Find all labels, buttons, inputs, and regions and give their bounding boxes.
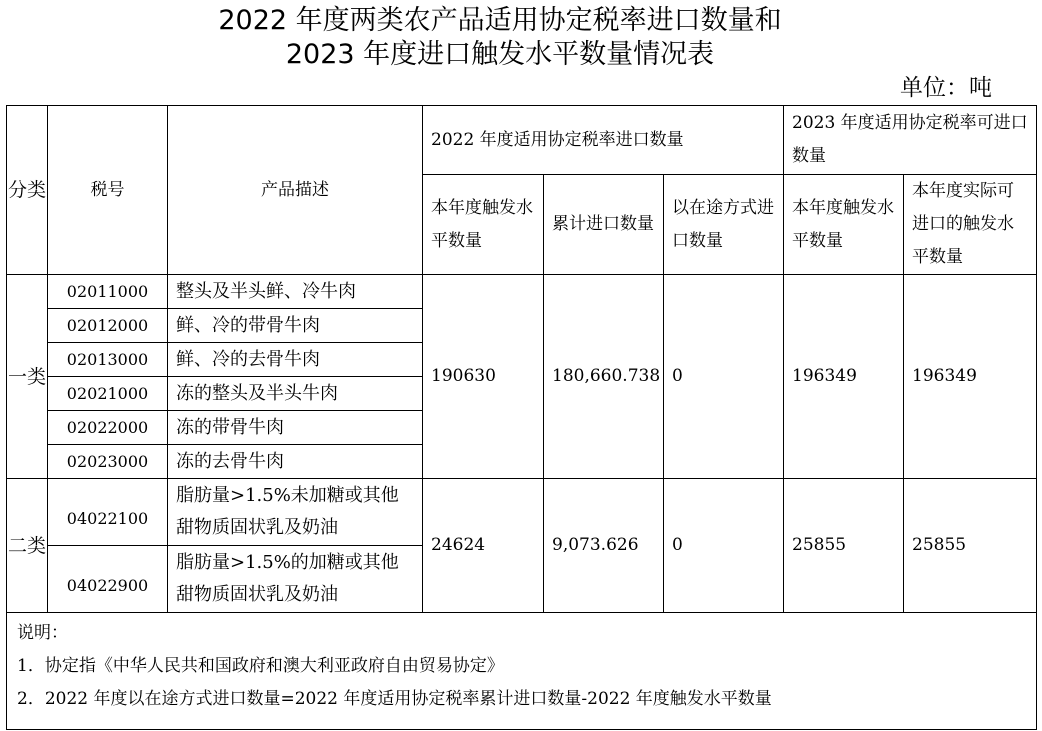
trigger-2022-cell: 190630 (423, 275, 544, 479)
header-actual-trigger-2023: 本年度实际可进口的触发水平数量 (904, 175, 1037, 275)
trigger-2023-cell: 196349 (784, 275, 904, 479)
tariff-code-cell (48, 479, 168, 546)
document-title-line-1: 2022 年度两类农产品适用协定税率进口数量和 (218, 5, 782, 36)
tariff-code-cell: 02012000 (48, 309, 168, 343)
description-cell: 脂肪量>1.5%的加糖或其他甜物质固状乳及奶油 (168, 546, 423, 613)
notes-heading: 说明： (17, 623, 68, 643)
in-transit-2022-cell: 0 (664, 479, 784, 613)
blank-spacer (48, 559, 167, 573)
header-group-2022: 2022 年度适用协定税率进口数量 (423, 106, 784, 175)
cumulative-2022-cell: 9,073.626 (544, 479, 664, 613)
description-cell: 冻的带骨牛肉 (168, 411, 423, 445)
description-cell: 鲜、冷的去骨牛肉 (168, 343, 423, 377)
description-cell: 整头及半头鲜、冷牛肉 (168, 275, 423, 309)
tariff-code-text: 04022900 (66, 576, 149, 595)
category-cell: 二类 (7, 479, 48, 613)
tariff-code-text: 04022100 (66, 509, 149, 528)
header-description: 产品描述 (168, 106, 423, 275)
header-in-transit-2022: 以在途方式进口数量 (664, 175, 784, 275)
tariff-code-cell: 02022000 (48, 411, 168, 445)
header-category: 分类 (7, 106, 48, 275)
blank-spacer (48, 492, 167, 506)
trigger-2023-cell: 25855 (784, 479, 904, 613)
data-table (6, 105, 1037, 730)
description-cell: 鲜、冷的带骨牛肉 (168, 309, 423, 343)
notes-cell (7, 613, 1037, 730)
description-cell: 冻的去骨牛肉 (168, 445, 423, 479)
header-trigger-2022: 本年度触发水平数量 (423, 175, 544, 275)
actual-trigger-2023-cell: 196349 (904, 275, 1037, 479)
header-cumulative-2022: 累计进口数量 (544, 175, 664, 275)
cumulative-2022-cell: 180,660.738 (544, 275, 664, 479)
category-cell: 一类 (7, 275, 48, 479)
description-cell: 冻的整头及半头牛肉 (168, 377, 423, 411)
unit-label: 单位：吨 (900, 75, 992, 101)
note-item: 1．协定指《中华人民共和国政府和澳大利亚政府自由贸易协定》 (17, 656, 504, 676)
header-trigger-2023: 本年度触发水平数量 (784, 175, 904, 275)
tariff-code-cell: 02013000 (48, 343, 168, 377)
header-tariff-code: 税号 (48, 106, 168, 275)
tariff-code-cell: 02011000 (48, 275, 168, 309)
tariff-code-cell: 02023000 (48, 445, 168, 479)
actual-trigger-2023-cell: 25855 (904, 479, 1037, 613)
tariff-code-cell: 02021000 (48, 377, 168, 411)
note-item: 2．2022 年度以在途方式进口数量=2022 年度适用协定税率累计进口数量-2022 年度触发水平数量 (17, 689, 772, 709)
trigger-2022-cell: 24624 (423, 479, 544, 613)
in-transit-2022-cell: 0 (664, 275, 784, 479)
document-title-line-2: 2023 年度进口触发水平数量情况表 (285, 39, 715, 70)
description-cell: 脂肪量>1.5%未加糖或其他甜物质固状乳及奶油 (168, 479, 423, 546)
tariff-code-cell (48, 546, 168, 613)
header-group-2023: 2023 年度适用协定税率可进口数量 (784, 106, 1037, 175)
